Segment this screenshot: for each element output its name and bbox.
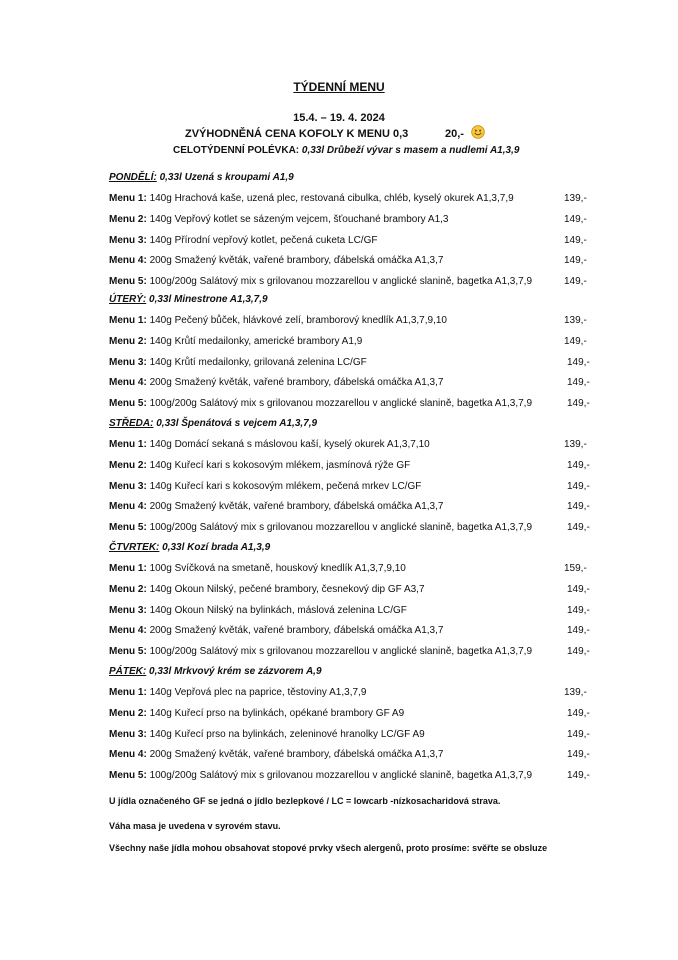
menu-item-label: Menu 4:: [109, 749, 147, 761]
menu-item: [109, 729, 425, 740]
menu-item: [109, 563, 406, 574]
menu-item-price: 149,-: [567, 356, 590, 368]
menu-item-price: 149,-: [567, 604, 590, 616]
menu-item-price: 159,-: [564, 563, 587, 574]
menu-item-price: 149,-: [564, 213, 587, 225]
footer-note: Váha masa je uvedena v syrovém stavu.: [109, 821, 281, 831]
menu-item-price: 149,-: [567, 522, 590, 534]
menu-item: [109, 605, 407, 616]
menu-item-text: 140g Vepřová plec na paprice, těstoviny A1,3,7,9: [149, 687, 367, 698]
menu-item-label: Menu 2:: [109, 459, 147, 471]
menu-item-label: Menu 3:: [109, 728, 147, 740]
menu-item-price: 149,-: [567, 501, 590, 513]
day-name: STŘEDA:: [109, 418, 154, 429]
menu-item-price: 149,-: [564, 255, 587, 267]
day-name: ÚTERÝ:: [109, 294, 147, 305]
menu-item-price: 149,-: [567, 625, 590, 637]
menu-item-price: 149,-: [567, 480, 590, 492]
menu-item-text: 200g Smažený květák, vařené brambory, ďábelská omáčka A1,3,7: [149, 501, 444, 513]
menu-item-price: 149,-: [567, 770, 590, 782]
menu-item-price: 149,-: [567, 728, 590, 740]
menu-item-text: 140g Kuřecí prso na bylinkách, zeleninové hranolky LC/GF A9: [149, 728, 425, 740]
day-heading: [109, 542, 270, 553]
page-title: TÝDENNÍ MENU: [293, 80, 385, 94]
menu-item-price: 149,-: [567, 377, 590, 389]
day-name: PONDĚLÍ:: [109, 172, 157, 183]
menu-item: [109, 276, 532, 287]
day-heading: [109, 666, 322, 677]
menu-item-price: 139,-: [564, 687, 587, 698]
menu-item-text: 140g Okoun Nilský, pečené brambory, česnekový dip GF A3,7: [149, 583, 425, 595]
menu-item-label: Menu 3:: [109, 234, 147, 246]
menu-item: [109, 749, 443, 760]
menu-item-price: 139,-: [564, 315, 587, 326]
menu-item: [109, 522, 532, 533]
footer-note: U jídla označeného GF se jedná o jídlo bezlepkové / LC = lowcarb -nízkosacharidová strava.: [109, 796, 501, 806]
menu-item-text: 140g Přírodní vepřový kotlet, pečená cuketa LC/GF: [149, 234, 378, 246]
menu-item-text: 200g Smažený květák, vařené brambory, ďábelská omáčka A1,3,7: [149, 377, 444, 389]
menu-item: [109, 377, 443, 388]
day-heading: [109, 294, 268, 305]
menu-item-text: 140g Kuřecí kari s kokosovým mlékem, jasmínová rýže GF: [149, 459, 411, 471]
menu-item-label: Menu 1:: [109, 563, 147, 574]
menu-item-label: Menu 2:: [109, 583, 147, 595]
menu-item-label: Menu 4:: [109, 255, 147, 267]
menu-item-label: Menu 5:: [109, 522, 147, 534]
menu-item-price: 139,-: [564, 439, 587, 450]
menu-item-text: 140g Okoun Nilský na bylinkách, máslová zelenina LC/GF: [149, 604, 407, 616]
weekly-soup: [173, 145, 519, 156]
menu-item: [109, 235, 377, 246]
menu-item-label: Menu 1:: [109, 439, 147, 450]
day-soup: 0,33l Minestrone A1,3,7,9: [149, 294, 268, 305]
smiley-icon: [471, 125, 485, 139]
date-range: 15.4. – 19. 4. 2024: [293, 112, 385, 124]
menu-item-label: Menu 4:: [109, 377, 147, 389]
day-heading: [109, 418, 317, 429]
kofola-offer: ZVÝHODNĚNÁ CENA KOFOLY K MENU 0,3: [185, 128, 409, 140]
menu-item-text: 140g Vepřový kotlet se sázeným vejcem, šťouchané brambory A1,3: [149, 213, 449, 225]
day-soup: 0,33l Kozí brada A1,3,9: [162, 542, 271, 553]
menu-item: [109, 315, 447, 326]
menu-item-price: 149,-: [567, 459, 590, 471]
menu-item: [109, 214, 448, 225]
menu-item-label: Menu 5:: [109, 398, 147, 410]
menu-item-text: 140g Krůtí medailonky, americké brambory A1,9: [149, 335, 363, 347]
menu-item: [109, 460, 410, 471]
menu-item-price: 139,-: [564, 193, 587, 204]
menu-item-label: Menu 5:: [109, 770, 147, 782]
menu-item: [109, 770, 532, 781]
menu-item-price: 149,-: [567, 398, 590, 410]
kofola-price: 20,-: [445, 128, 464, 140]
day-soup: 0,33l Špenátová s vejcem A1,3,7,9: [156, 418, 318, 429]
menu-item-price: 149,-: [567, 707, 590, 719]
menu-item: [109, 439, 430, 450]
menu-item: [109, 481, 421, 492]
menu-item-label: Menu 5:: [109, 276, 147, 288]
menu-item-label: Menu 4:: [109, 501, 147, 513]
menu-item-text: 140g Pečený bůček, hlávkové zelí, bramborový knedlík A1,3,7,9,10: [149, 315, 447, 326]
menu-item-label: Menu 2:: [109, 335, 147, 347]
menu-item-label: Menu 1:: [109, 315, 147, 326]
menu-item-label: Menu 3:: [109, 356, 147, 368]
menu-item-text: 140g Krůtí medailonky, grilovaná zelenina LC/GF: [149, 356, 367, 368]
menu-item-text: 140g Kuřecí kari s kokosovým mlékem, pečená mrkev LC/GF: [149, 480, 422, 492]
menu-item-label: Menu 3:: [109, 604, 147, 616]
menu-item-text: 140g Domácí sekaná s máslovou kaší, kyselý okurek A1,3,7,10: [149, 439, 430, 450]
menu-item-price: 149,-: [564, 234, 587, 246]
menu-item: [109, 193, 514, 204]
menu-item-text: 200g Smažený květák, vařené brambory, ďábelská omáčka A1,3,7: [149, 749, 444, 761]
menu-item-price: 149,-: [564, 276, 587, 288]
menu-item-text: 100g Svíčková na smetaně, houskový knedlík A1,3,7,9,10: [149, 563, 406, 574]
menu-item-text: 100g/200g Salátový mix s grilovanou mozzarellou v anglické slanině, bagetka A1,3,7,9: [149, 770, 533, 782]
menu-item-price: 149,-: [567, 749, 590, 761]
day-name: ČTVRTEK:: [109, 542, 160, 553]
day-heading: [109, 172, 294, 183]
menu-item-text: 100g/200g Salátový mix s grilovanou mozzarellou v anglické slanině, bagetka A1,3,7,9: [149, 646, 533, 658]
footer-note: Všechny naše jídla mohou obsahovat stopové prvky všech alergenů, proto prosíme: svěřte se obsluze: [109, 843, 548, 853]
menu-item-label: Menu 5:: [109, 646, 147, 658]
menu-item-label: Menu 1:: [109, 687, 147, 698]
menu-item-price: 149,-: [564, 335, 587, 347]
menu-item: [109, 501, 443, 512]
menu-item-text: 140g Hrachová kaše, uzená plec, restovaná cibulka, chléb, kyselý okurek A1,3,7,9: [149, 193, 514, 204]
menu-item: [109, 687, 366, 698]
menu-item-text: 100g/200g Salátový mix s grilovanou mozzarellou v anglické slanině, bagetka A1,3,7,9: [149, 398, 533, 410]
day-name: PÁTEK:: [109, 666, 147, 677]
menu-item-text: 200g Smažený květák, vařené brambory, ďábelská omáčka A1,3,7: [149, 255, 444, 267]
menu-item-label: Menu 3:: [109, 480, 147, 492]
menu-item-label: Menu 4:: [109, 625, 147, 637]
menu-item-text: 140g Kuřecí prso na bylinkách, opékané brambory GF A9: [149, 707, 405, 719]
menu-item: [109, 398, 532, 409]
menu-item-price: 149,-: [567, 583, 590, 595]
menu-item-label: Menu 1:: [109, 193, 147, 204]
menu-item-price: 149,-: [567, 646, 590, 658]
menu-item: [109, 584, 425, 595]
menu-item: [109, 357, 367, 368]
day-soup: 0,33l Mrkvový krém se zázvorem A,9: [149, 666, 322, 677]
menu-item-text: 200g Smažený květák, vařené brambory, ďábelská omáčka A1,3,7: [149, 625, 444, 637]
menu-item: [109, 336, 362, 347]
menu-item-label: Menu 2:: [109, 707, 147, 719]
menu-item-label: Menu 2:: [109, 213, 147, 225]
menu-item: [109, 708, 404, 719]
weekly-soup-label: CELOTÝDENNÍ POLÉVKA:: [173, 145, 300, 156]
day-soup: 0,33l Uzená s kroupami A1,9: [159, 172, 294, 183]
menu-item: [109, 625, 443, 636]
menu-item-text: 100g/200g Salátový mix s grilovanou mozzarellou v anglické slanině, bagetka A1,3,7,9: [149, 522, 533, 534]
menu-item: [109, 646, 532, 657]
menu-item-text: 100g/200g Salátový mix s grilovanou mozzarellou v anglické slanině, bagetka A1,3,7,9: [149, 276, 533, 288]
weekly-soup-text: 0,33l Drůbeží vývar s masem a nudlemi A1,3,9: [301, 145, 520, 156]
menu-item: [109, 255, 443, 266]
